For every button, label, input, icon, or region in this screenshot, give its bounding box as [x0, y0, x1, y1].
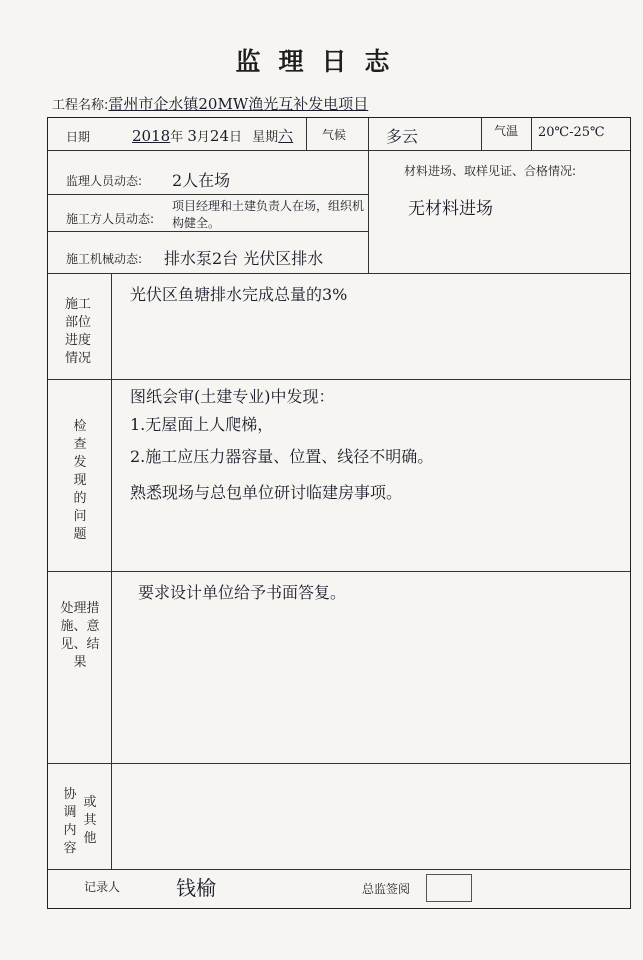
weather-value: 多云: [386, 127, 419, 146]
issues-line-3: 2.施工应压力器容量、位置、线径不明确。: [130, 447, 434, 466]
month-unit: 月: [196, 130, 210, 145]
date-day: 24: [209, 127, 229, 145]
machinery-value: 排水泵2台 光伏区排水: [164, 249, 324, 268]
coordination-label: 协调内容: [63, 787, 77, 856]
log-form: [47, 117, 631, 909]
issues-line-1: 图纸会审(土建专业)中发现：: [130, 387, 335, 406]
year-unit: 年: [170, 130, 184, 145]
contractor-value: 项目经理和土建负责人在场，组织机构健全。: [172, 199, 365, 230]
weather-label: 气候: [322, 128, 347, 142]
project-line: [52, 93, 368, 114]
supervisors-value: 2人在场: [172, 171, 231, 190]
materials-value: 无材料进场: [408, 199, 493, 219]
date-label: 日期: [66, 130, 91, 144]
measures-label: 处理措施、意见、结果: [60, 601, 100, 670]
day-unit: 日: [229, 130, 243, 145]
chief-signature-stamp: [426, 874, 472, 902]
page-title: 监理日志: [235, 47, 408, 76]
machinery-label: 施工机械动态:: [66, 252, 143, 266]
project-name: 雷州市企水镇20MW渔光互补发电项目: [108, 95, 369, 113]
date-value: [132, 125, 293, 146]
date-year: 2018: [132, 127, 171, 145]
date-month: 3: [187, 127, 197, 145]
issues-line-2: 1.无屋面上人爬梯，: [130, 415, 274, 434]
measures-value: 要求设计单位给予书面答复。: [138, 583, 347, 602]
contractor-label: 施工方人员动态:: [66, 212, 155, 226]
materials-label: 材料进场、取样见证、合格情况:: [404, 164, 577, 178]
progress-label: 施工部位进度情况: [64, 297, 91, 366]
recorder-signature: 钱榆: [176, 876, 216, 900]
supervisors-label: 监理人员动态:: [66, 174, 143, 188]
issues-line-4: 熟悉现场与总包单位研讨临建房事项。: [130, 483, 403, 502]
weekday-value: 六: [278, 127, 294, 145]
project-label: 工程名称:: [52, 98, 109, 113]
temperature-value: 20℃-25℃: [538, 125, 605, 140]
progress-value: 光伏区鱼塘排水完成总量的3%: [130, 285, 348, 304]
coordination-other-label: 或其他: [83, 795, 97, 846]
chief-signature-label: 总监签阅: [362, 882, 411, 896]
issues-label: 检查发现的问题: [73, 419, 87, 542]
recorder-label: 记录人: [84, 880, 121, 894]
weekday-label: 星期: [252, 130, 279, 145]
temperature-label: 气温: [494, 124, 519, 138]
